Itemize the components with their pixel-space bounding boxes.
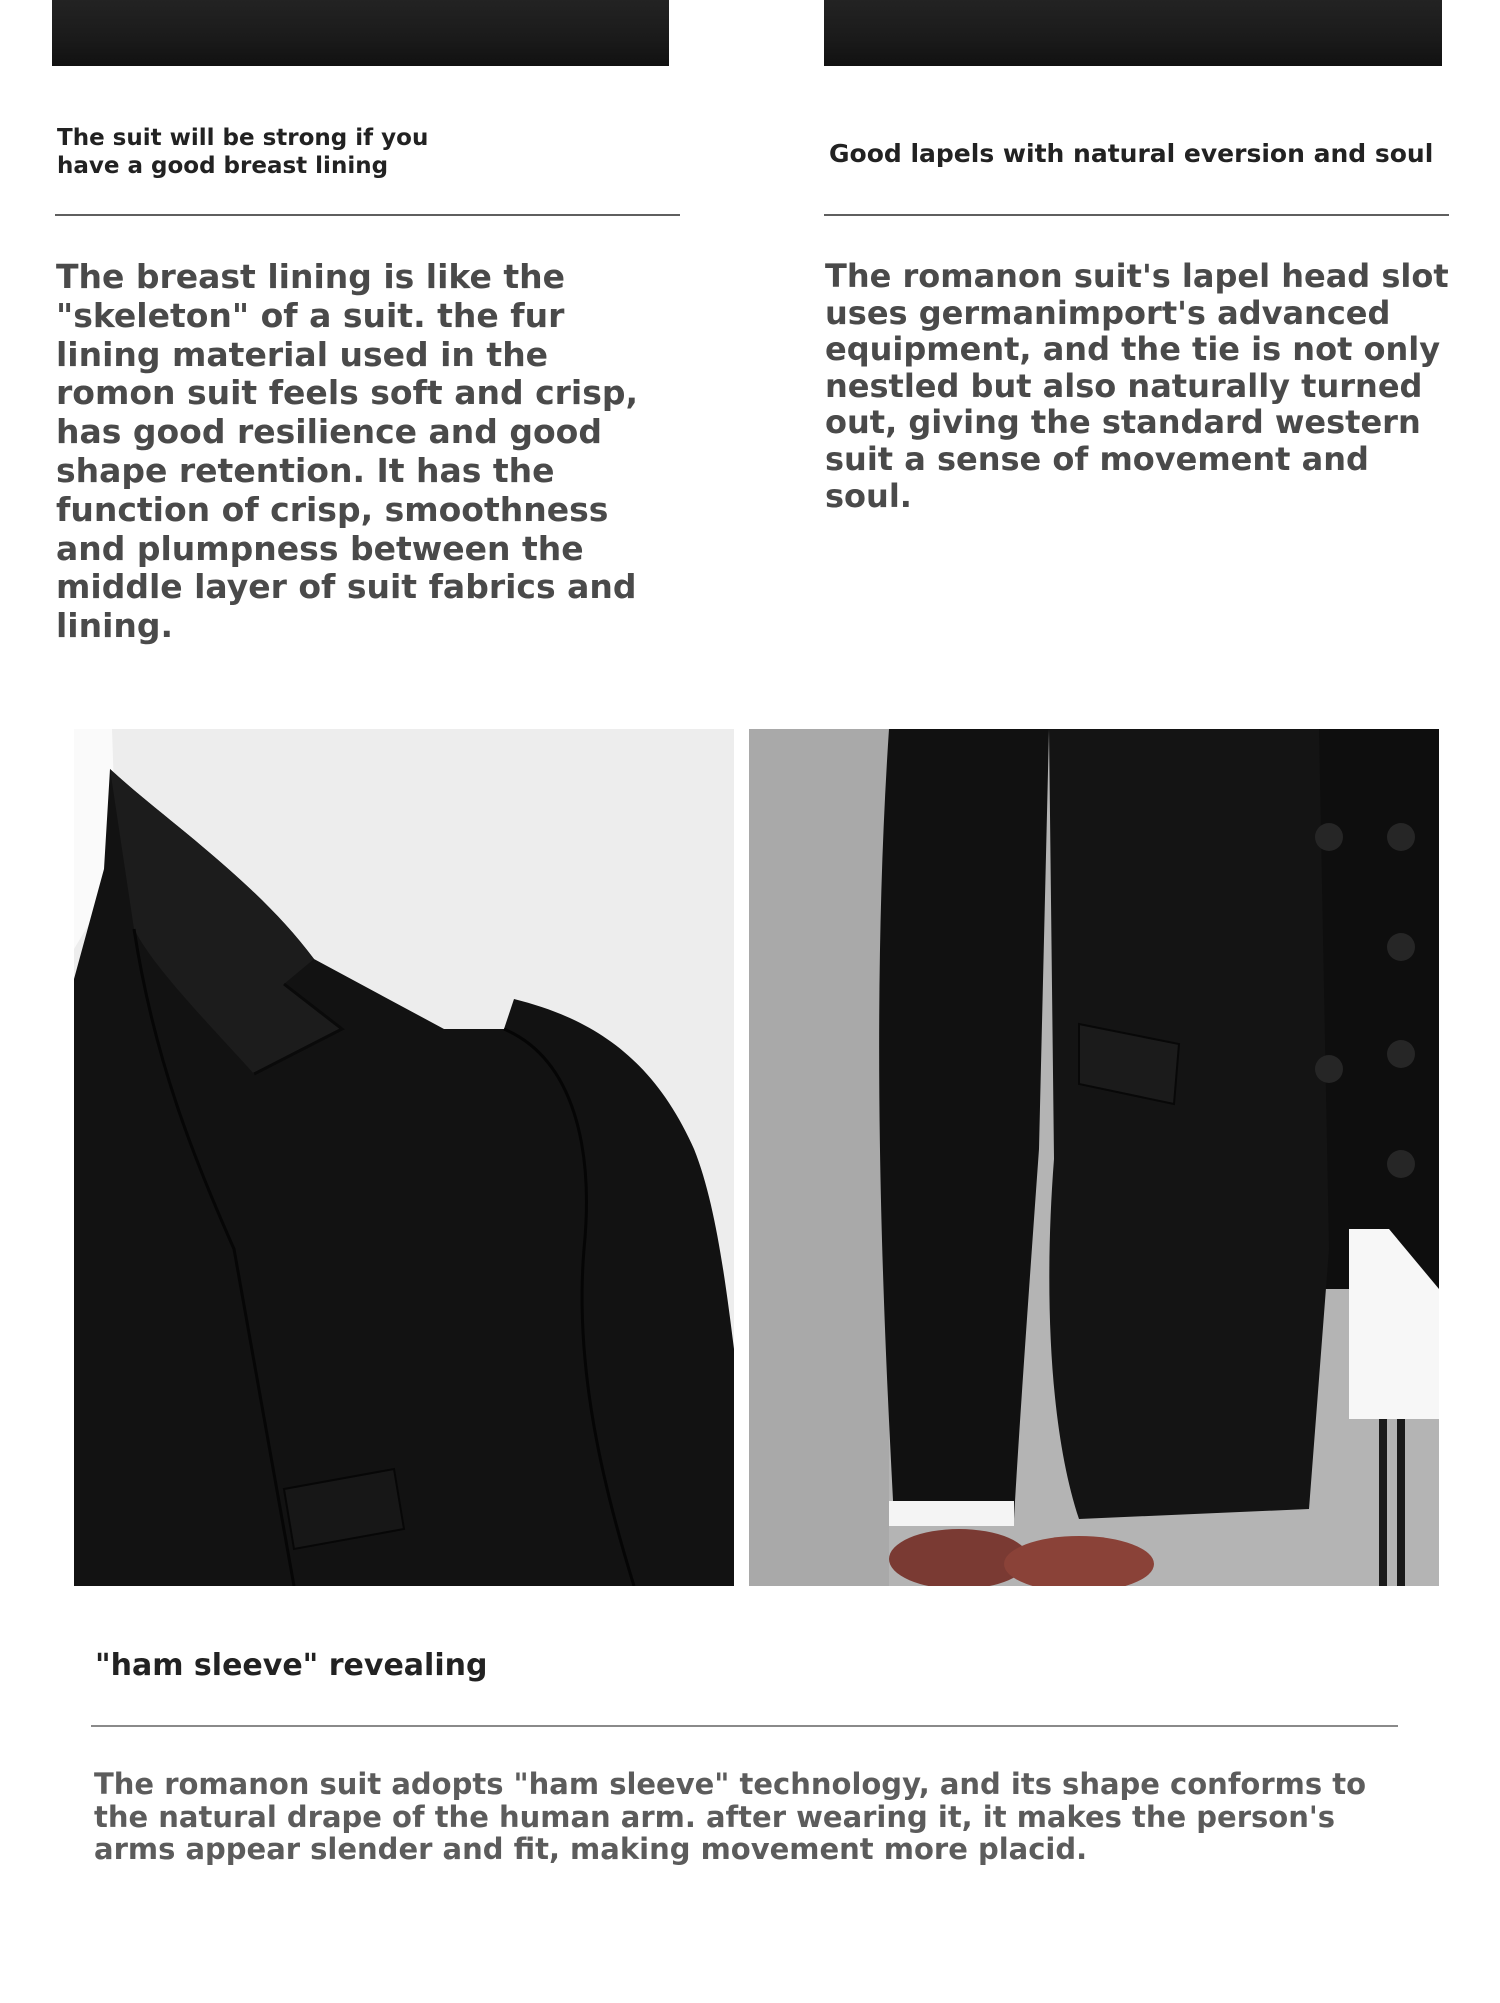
fabric-photo-right xyxy=(824,0,1442,66)
lapels-description: The romanon suit's lapel head slot uses germanimport's advanced equipment, and the tie is not only nestled but also naturally turned out, giving the standard western suit a sense of movement and soul. xyxy=(825,257,1449,515)
ham-sleeve-divider xyxy=(91,1725,1398,1727)
lapels-divider xyxy=(824,214,1449,216)
lapels-heading: Good lapels with natural eversion and soul xyxy=(829,139,1434,168)
ham-sleeve-heading: "ham sleeve" revealing xyxy=(95,1648,488,1683)
ham-sleeve-photo xyxy=(749,729,1439,1586)
lapel-closeup-photo xyxy=(74,729,734,1586)
fabric-photo-left xyxy=(52,0,669,66)
breast-lining-divider xyxy=(55,214,680,216)
breast-lining-heading: The suit will be strong if you have a good breast lining xyxy=(57,125,429,179)
ham-sleeve-description: The romanon suit adopts "ham sleeve" technology, and its shape conforms to the natural drape of the human arm. after wearing it, it makes the person's arms appear slender and fit, making movement more placid. xyxy=(94,1767,1367,1866)
breast-lining-description: The breast lining is like the "skeleton" of a suit. the fur lining material used in the romon suit feels soft and crisp, has good resilience and good shape retention. It has the function of crisp, smoothness and plumpness between the middle layer of suit fabrics and lining. xyxy=(56,257,639,646)
